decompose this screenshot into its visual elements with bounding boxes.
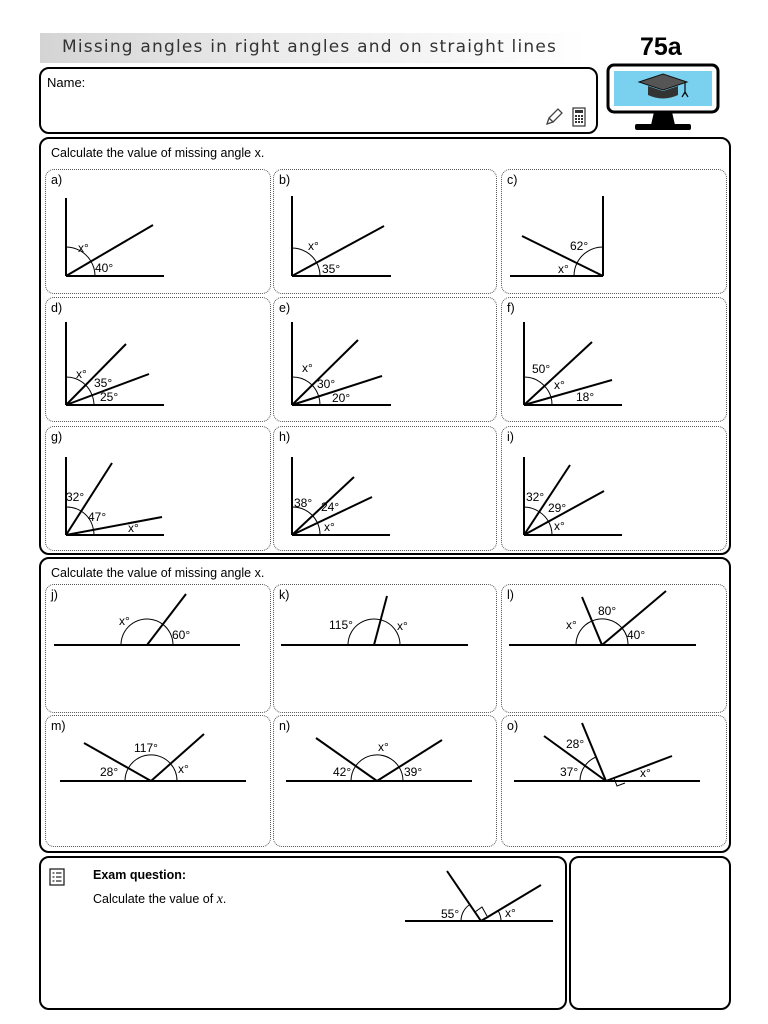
angle-x: x° — [308, 239, 319, 253]
angle-x: x° — [505, 906, 516, 920]
question-label: n) — [279, 719, 291, 733]
angle-diagram — [46, 585, 270, 712]
exam-text-after: . — [222, 892, 227, 906]
angle-x: x° — [324, 520, 335, 534]
question-b — [273, 169, 497, 294]
angle-label: 35° — [94, 376, 113, 390]
section-right-angles — [39, 137, 731, 555]
question-h — [273, 426, 497, 551]
angle-x: x° — [178, 762, 189, 776]
question-g — [45, 426, 271, 551]
angle-x: x° — [566, 618, 577, 632]
angle-diagram — [502, 585, 726, 712]
angle-label: 42° — [333, 765, 352, 779]
angle-label: 37° — [560, 765, 579, 779]
angle-diagram — [274, 585, 496, 712]
angle-label: 30° — [317, 377, 336, 391]
exam-angle-diagram — [401, 866, 561, 926]
angle-label: 24° — [321, 500, 340, 514]
angle-x: x° — [554, 378, 565, 392]
angle-label: 28° — [566, 737, 585, 751]
angle-diagram — [502, 427, 726, 550]
angle-diagram — [502, 298, 726, 421]
angle-label: 50° — [532, 362, 551, 376]
angle-x: x° — [558, 262, 569, 276]
question-o — [501, 715, 727, 847]
question-i — [501, 426, 727, 551]
angle-label: 25° — [100, 390, 119, 404]
name-label: Name: — [47, 75, 86, 90]
angle-label: 62° — [570, 239, 589, 253]
angle-label: 29° — [548, 501, 567, 515]
angle-label: 32° — [526, 490, 545, 504]
angle-x: x° — [302, 361, 313, 375]
angle-diagram — [46, 298, 270, 421]
angle-diagram — [274, 427, 496, 550]
exam-question-box — [39, 856, 567, 1010]
name-field[interactable] — [93, 73, 533, 93]
worksheet-code: 75a — [640, 33, 682, 61]
angle-diagram — [274, 298, 496, 421]
angle-x: x° — [554, 519, 565, 533]
angle-diagram — [274, 170, 496, 293]
angle-diagram — [46, 170, 270, 293]
angle-diagram — [46, 716, 270, 846]
question-label: o) — [507, 719, 519, 733]
question-label: m) — [51, 719, 66, 733]
angle-label: 60° — [172, 628, 191, 642]
exam-instruction — [93, 892, 226, 908]
question-d — [45, 297, 271, 422]
question-n — [273, 715, 497, 847]
angle-label: 47° — [88, 510, 107, 524]
checklist-icon — [49, 868, 65, 886]
name-box — [39, 67, 598, 134]
angle-diagram — [502, 716, 726, 846]
angle-x: x° — [119, 614, 130, 628]
graduation-cap-monitor-icon — [605, 62, 721, 137]
angle-label: 39° — [404, 765, 423, 779]
calculator-icon — [572, 107, 586, 127]
question-e — [273, 297, 497, 422]
exam-title: Exam question: — [93, 868, 187, 882]
angle-label: 32° — [66, 490, 85, 504]
angle-label: 20° — [332, 391, 351, 405]
angle-label: 115° — [329, 618, 353, 632]
angle-diagram — [502, 170, 726, 293]
question-m — [45, 715, 271, 847]
section-straight-lines — [39, 557, 731, 853]
question-label: i) — [507, 430, 514, 444]
angle-label: 80° — [598, 604, 617, 618]
question-label: c) — [507, 173, 518, 187]
angle-x: x° — [640, 766, 651, 780]
section-2-instruction: Calculate the value of missing angle x. — [51, 566, 265, 580]
question-k — [273, 584, 497, 713]
angle-label: 38° — [294, 496, 313, 510]
angle-x: x° — [397, 619, 408, 633]
question-label: g) — [51, 430, 63, 444]
question-f — [501, 297, 727, 422]
question-label: e) — [279, 301, 291, 315]
pencil-icon — [544, 107, 564, 127]
worksheet-title: Missing angles in right angles and on straight lines — [62, 37, 558, 57]
angle-x: x° — [76, 367, 87, 381]
angle-label: 40° — [627, 628, 646, 642]
question-label: b) — [279, 173, 291, 187]
section-1-instruction: Calculate the value of missing angle x. — [51, 146, 265, 160]
question-label: f) — [507, 301, 515, 315]
answer-box[interactable] — [569, 856, 731, 1010]
question-label: h) — [279, 430, 291, 444]
angle-label: 40° — [95, 261, 114, 275]
angle-x: x° — [128, 521, 139, 535]
question-label: l) — [507, 588, 514, 602]
question-label: j) — [51, 588, 58, 602]
angle-diagram — [46, 427, 270, 550]
angle-label: 28° — [100, 765, 119, 779]
question-label: d) — [51, 301, 63, 315]
angle-label: 35° — [322, 262, 341, 276]
angle-label: 18° — [576, 390, 595, 404]
exam-variable: x — [216, 892, 223, 907]
question-c — [501, 169, 727, 294]
angle-label: 117° — [134, 741, 158, 755]
title-banner — [40, 33, 588, 63]
question-label: a) — [51, 173, 63, 187]
question-l — [501, 584, 727, 713]
angle-label: 55° — [441, 907, 460, 921]
angle-x: x° — [78, 241, 89, 255]
angle-diagram — [274, 716, 496, 846]
exam-text-before: Calculate the value of — [93, 892, 217, 906]
angle-x: x° — [378, 740, 389, 754]
question-a — [45, 169, 271, 294]
question-label: k) — [279, 588, 290, 602]
question-j — [45, 584, 271, 713]
